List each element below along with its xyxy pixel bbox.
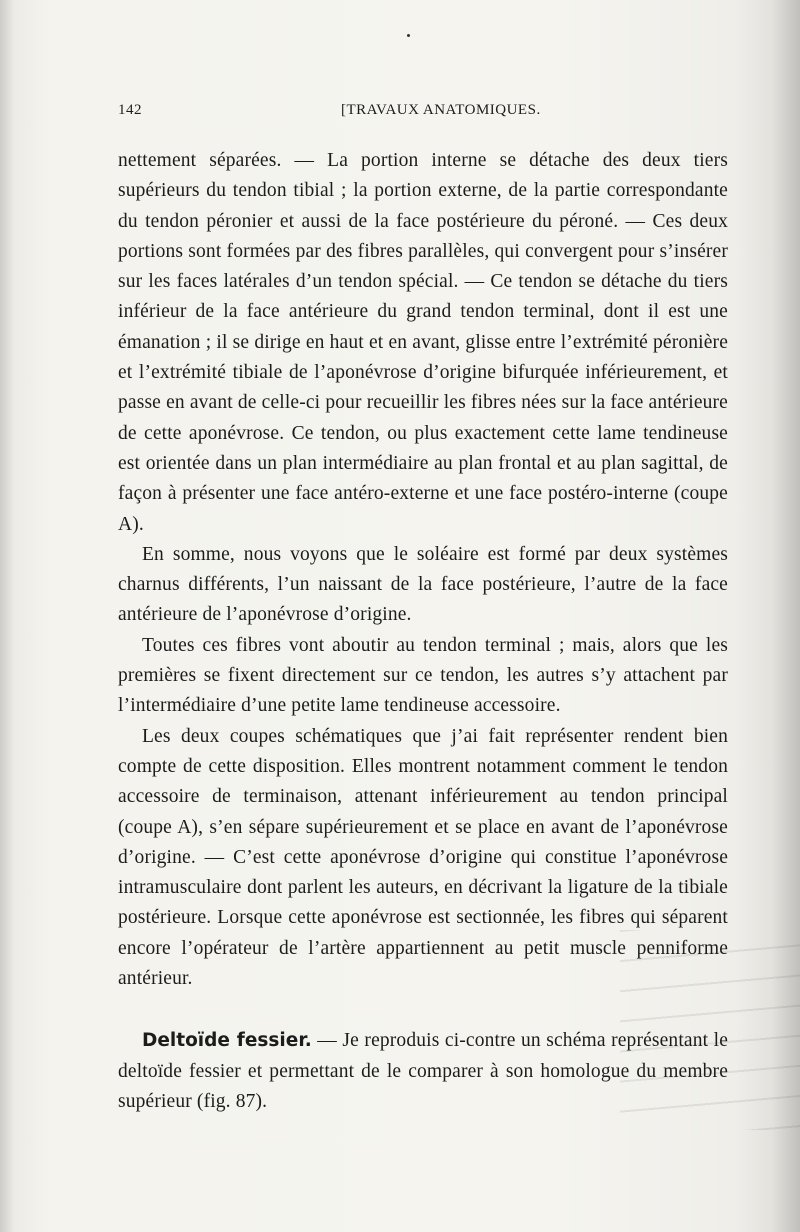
running-title: [TRAVAUX ANATOMIQUES. — [341, 102, 541, 118]
paragraph: nettement séparées. — La portion interne se détache des deux tiers supérieurs du tendon tibial ; la portion externe, de la partie correspondante du tendon péronier et aussi de la face postérieure du péroné. — Ces deux portions sont formées par des fibres parallèles, qui convergent pour s’insérer sur les faces latérales d’un tendon spécial. — Ce tendon se détache du tiers inférieur de la face antérieure du grand tendon terminal, dont il est une émanation ; il se dirige en haut et en avant, glisse entre l’extrémité péronière et l’extrémité tibiale de l’aponévrose d’origine bifurquée inférieurement, et passe en avant de celle-ci pour recueillir les fibres nées sur la face antérieure de cette aponévrose. Ce tendon, ou plus exactement cette lame tendineuse est orientée dans un plan intermédiaire au plan frontal et au plan sagittal, de façon à présenter une face antéro-externe et une face postéro-interne (coupe A). — [118, 150, 728, 535]
bleed-through-texture — [620, 930, 800, 1130]
section-text: — Je reproduis ci-contre un schéma représentant le deltoïde fessier et permettant de le comparer à son homologue du membre supérieur (fig. 87). — [118, 1030, 729, 1112]
running-head — [118, 102, 718, 126]
page-number: 142 — [118, 102, 142, 118]
paragraph: Toutes ces fibres vont aboutir au tendon terminal ; mais, alors que les premières se fixent directement sur ce tendon, les autres s’y attachent par l’intermédiaire d’une petite lame tendineuse accessoire. — [118, 634, 728, 717]
paragraph: Les deux coupes schématiques que j’ai fait représenter rendent bien compte de cette disposition. Elles montrent notamment comment le tendon accessoire de terminaison, attenant inférieurement au tendon principal (coupe A), s’en sépare supérieurement et se place en avant de l’aponévrose d’origine. — C’est cette aponévrose d’origine qui constitue l’aponévrose intramusculaire dont parlent les auteurs, en décrivant la ligature de la tibiale postérieure. Lorsque cette aponévrose est sectionnée, les fibres qui séparent encore l’opérateur de l’artère appartiennent au petit muscle penniforme antérieur. — [118, 725, 728, 990]
page-left-shadow — [0, 0, 14, 1232]
section-heading: Deltoïde fessier. — [142, 1030, 312, 1052]
paragraph: En somme, nous voyons que le soléaire est formé par deux systèmes charnus différents, l’un naissant de la face postérieure, l’autre de la face antérieure de l’aponévrose d’origine. — [118, 543, 728, 626]
print-speck — [407, 34, 410, 37]
